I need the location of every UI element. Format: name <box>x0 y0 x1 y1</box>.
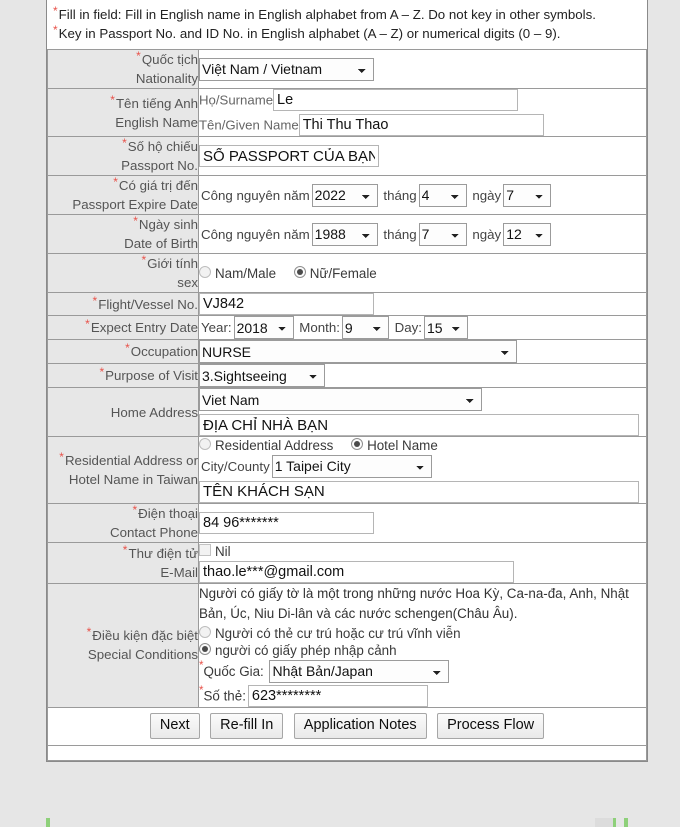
label-passport-expire <box>48 176 199 215</box>
surname-tag: Họ/Surname <box>199 92 274 108</box>
label-purpose-text: Purpose of Visit <box>105 368 198 383</box>
label-date-of-birth-en: Date of Birth <box>124 236 198 251</box>
sex-male-label: Nam/Male <box>215 265 277 281</box>
footer-accent-mid <box>613 818 616 827</box>
sex-female-label: Nữ/Female <box>309 265 377 281</box>
row-passport-no <box>48 137 647 176</box>
dob-year-tag: Công nguyên năm <box>201 226 310 242</box>
field-english-name <box>199 89 647 137</box>
dob-day-tag: ngày <box>472 226 502 242</box>
home-address-input[interactable] <box>199 414 639 436</box>
label-email <box>48 542 199 583</box>
hotel-name-label: Hotel Name <box>367 437 438 453</box>
footer-accent-right <box>624 818 628 827</box>
label-passport-no <box>48 137 199 176</box>
row-passport-expire <box>48 176 647 215</box>
label-contact-phone-en: Contact Phone <box>110 524 198 540</box>
special-country-select[interactable] <box>269 660 449 683</box>
application-form-table <box>47 49 647 708</box>
label-contact-phone-vi: Điện thoại <box>138 505 198 521</box>
radio-entry-permit-icon[interactable] <box>199 643 211 655</box>
field-flight <box>199 293 647 316</box>
special-option-1[interactable] <box>199 625 646 641</box>
dob-year-select[interactable] <box>312 223 378 246</box>
option-residential-address[interactable] <box>199 437 347 452</box>
label-entry-date-text: Expect Entry Date <box>90 320 198 335</box>
nil-label: Nil <box>215 543 231 559</box>
label-taiwan-address-l2: Hotel Name in Taiwan <box>68 471 198 487</box>
label-home-address-text: Home Address <box>110 404 198 420</box>
notice-line-2 <box>53 24 641 43</box>
label-date-of-birth-vi: Ngày sinh <box>138 217 198 232</box>
dob-month-tag: tháng <box>383 226 417 242</box>
radio-female-icon[interactable] <box>294 266 306 278</box>
city-county-select[interactable] <box>272 455 432 478</box>
required-asterisk-icon: * <box>53 4 58 18</box>
row-home-address <box>48 388 647 437</box>
row-nationality <box>48 50 647 89</box>
field-email <box>199 542 647 583</box>
required-asterisk-icon: * <box>141 253 147 267</box>
special-country-line <box>199 660 646 683</box>
city-county-line <box>199 455 646 478</box>
special-country-tag: Quốc Gia: <box>203 663 264 679</box>
required-asterisk-icon: * <box>99 365 105 379</box>
application-notes-button[interactable]: Application Notes <box>294 713 427 739</box>
label-occupation-text: Occupation <box>130 344 198 359</box>
city-county-tag: City/County <box>201 458 270 474</box>
passport-expire-month-tag: tháng <box>383 187 417 203</box>
required-asterisk-icon: * <box>122 136 127 150</box>
label-flight <box>48 293 199 316</box>
special-note-line-2: Bản, Úc, Niu Di-lân và các nước schengen(Châu Âu). <box>199 605 518 621</box>
label-email-en: E-Mail <box>160 564 198 580</box>
footer-gray-stub <box>595 818 613 827</box>
surname-line <box>199 89 646 111</box>
taiwan-address-options <box>199 437 646 453</box>
row-entry-date <box>48 316 647 340</box>
label-passport-expire-vi: Có giá trị đến <box>118 178 198 193</box>
required-asterisk-icon: * <box>113 175 118 189</box>
label-passport-expire-en: Passport Expire Date <box>72 197 198 212</box>
row-taiwan-address <box>48 437 647 504</box>
field-nationality <box>199 50 647 89</box>
passport-expire-year-select[interactable] <box>312 184 378 207</box>
notice-line-1 <box>53 5 641 24</box>
notice-block <box>47 0 647 49</box>
label-english-name-en: English Name <box>115 114 198 130</box>
required-asterisk-icon: * <box>122 542 128 557</box>
required-asterisk-icon: * <box>85 317 90 331</box>
row-special-conditions <box>48 583 647 707</box>
radio-residential-icon[interactable] <box>199 438 211 450</box>
field-passport-expire <box>199 176 647 215</box>
row-flight <box>48 293 647 316</box>
dob-day-select[interactable] <box>503 223 551 246</box>
label-nationality-en: Nationality <box>135 71 198 86</box>
special-card-tag: Số thẻ: <box>203 688 246 704</box>
footer-strip <box>47 746 647 761</box>
label-taiwan-address <box>48 437 199 504</box>
next-button[interactable]: Next <box>150 713 200 739</box>
label-special-conditions-en: Special Conditions <box>87 647 198 663</box>
given-name-line <box>199 114 646 136</box>
surname-input[interactable] <box>273 89 518 111</box>
dob-month-select[interactable] <box>419 223 467 246</box>
label-contact-phone <box>48 503 199 542</box>
refill-in-button[interactable]: Re-fill In <box>210 713 283 739</box>
field-contact-phone <box>199 503 647 542</box>
required-asterisk-icon: * <box>53 23 58 37</box>
passport-expire-year-tag: Công nguyên năm <box>201 187 310 203</box>
hotel-name-input[interactable] <box>199 481 639 503</box>
form-action-bar <box>47 708 647 746</box>
field-date-of-birth <box>199 215 647 254</box>
label-occupation <box>48 340 199 364</box>
form-document <box>46 0 648 762</box>
flight-input[interactable] <box>199 293 374 315</box>
label-english-name-vi: Tên tiếng Anh <box>115 95 198 111</box>
contact-phone-input[interactable] <box>199 512 374 534</box>
row-contact-phone <box>48 503 647 542</box>
process-flow-button[interactable]: Process Flow <box>437 713 544 739</box>
label-date-of-birth <box>48 215 199 254</box>
hotel-name-line <box>199 481 646 503</box>
entry-day-tag: Day: <box>394 320 422 335</box>
field-special-conditions <box>199 583 647 707</box>
notice-text-1: Fill in field: Fill in English name in English alphabet from A – Z. Do not key in other symbols. <box>58 7 596 22</box>
nationality-select[interactable] <box>199 58 374 81</box>
field-home-address <box>199 388 647 437</box>
row-email <box>48 542 647 583</box>
row-purpose <box>48 364 647 388</box>
special-note-line-1: Người có giấy tờ là một trong những nước Hoa Kỳ, Ca-na-đa, Anh, Nhật <box>199 585 629 601</box>
email-input[interactable] <box>199 561 514 583</box>
email-input-line <box>199 561 646 583</box>
label-flight-text: Flight/Vessel No. <box>98 296 198 312</box>
label-entry-date <box>48 316 199 340</box>
label-special-conditions <box>48 583 199 707</box>
entry-day-select[interactable] <box>424 316 468 339</box>
footer-accent-left <box>46 818 50 827</box>
label-english-name <box>48 89 199 137</box>
required-asterisk-icon: * <box>199 684 204 697</box>
label-special-conditions-vi: Điều kiện đặc biệt <box>92 628 198 644</box>
field-entry-date <box>199 316 647 340</box>
home-address-line <box>199 414 646 436</box>
special-card-input[interactable] <box>248 685 428 707</box>
notice-text-2: Key in Passport No. and ID No. in English alphabet (A – Z) or numerical digits (0 – 9). <box>58 26 561 41</box>
required-asterisk-icon: * <box>59 449 64 464</box>
field-taiwan-address <box>199 437 647 504</box>
label-home-address <box>48 388 199 437</box>
residential-address-label: Residential Address <box>215 437 334 453</box>
entry-month-tag: Month: <box>299 320 340 335</box>
required-asterisk-icon: * <box>86 625 92 640</box>
given-name-tag: Tên/Given Name <box>199 117 299 133</box>
special-option-1-label: Người có thẻ cư trú hoặc cư trú vĩnh viễn <box>215 625 461 641</box>
row-date-of-birth <box>48 215 647 254</box>
home-country-select[interactable] <box>199 388 482 411</box>
required-asterisk-icon: * <box>110 92 115 107</box>
email-nil-line[interactable] <box>199 543 646 559</box>
special-card-line <box>199 685 646 707</box>
sex-option-male[interactable] <box>199 265 290 280</box>
field-sex <box>199 254 647 293</box>
given-name-input[interactable] <box>299 114 544 136</box>
required-asterisk-icon: * <box>199 659 204 672</box>
radio-hotel-icon[interactable] <box>351 438 363 450</box>
row-occupation <box>48 340 647 364</box>
entry-year-tag: Year: <box>201 320 232 335</box>
required-asterisk-icon: * <box>132 502 138 517</box>
label-passport-no-en: Passport No. <box>121 158 198 173</box>
field-passport-no <box>199 137 647 176</box>
nil-checkbox-icon[interactable] <box>199 544 211 556</box>
purpose-select[interactable] <box>199 364 325 387</box>
label-passport-no-vi: Số hộ chiếu <box>127 139 198 154</box>
label-purpose <box>48 364 199 388</box>
label-nationality-vi: Quốc tịch <box>141 52 198 67</box>
label-sex-vi: Giới tính <box>147 256 198 271</box>
label-sex-en: sex <box>177 275 198 290</box>
row-sex <box>48 254 647 293</box>
passport-expire-month-select[interactable] <box>419 184 467 207</box>
label-sex <box>48 254 199 293</box>
entry-year-select[interactable] <box>234 316 294 339</box>
row-english-name <box>48 89 647 137</box>
label-taiwan-address-l1: Residential Address or <box>64 452 198 468</box>
required-asterisk-icon: * <box>136 49 141 63</box>
required-asterisk-icon: * <box>125 341 130 355</box>
radio-resident-card-icon[interactable] <box>199 626 211 638</box>
radio-male-icon[interactable] <box>199 266 211 278</box>
occupation-select[interactable] <box>199 340 517 363</box>
passport-expire-day-tag: ngày <box>472 187 502 203</box>
required-asterisk-icon: * <box>92 293 98 308</box>
option-hotel-name[interactable] <box>351 437 452 452</box>
passport-no-input[interactable] <box>199 145 379 167</box>
field-purpose <box>199 364 647 388</box>
sex-option-female[interactable] <box>294 265 391 280</box>
entry-month-select[interactable] <box>342 316 389 339</box>
label-email-vi: Thư điện tử <box>128 545 198 561</box>
special-option-2[interactable] <box>199 642 646 658</box>
required-asterisk-icon: * <box>133 214 138 228</box>
passport-expire-day-select[interactable] <box>503 184 551 207</box>
field-occupation <box>199 340 647 364</box>
special-option-2-label: người có giấy phép nhập cảnh <box>215 642 397 658</box>
label-nationality <box>48 50 199 89</box>
